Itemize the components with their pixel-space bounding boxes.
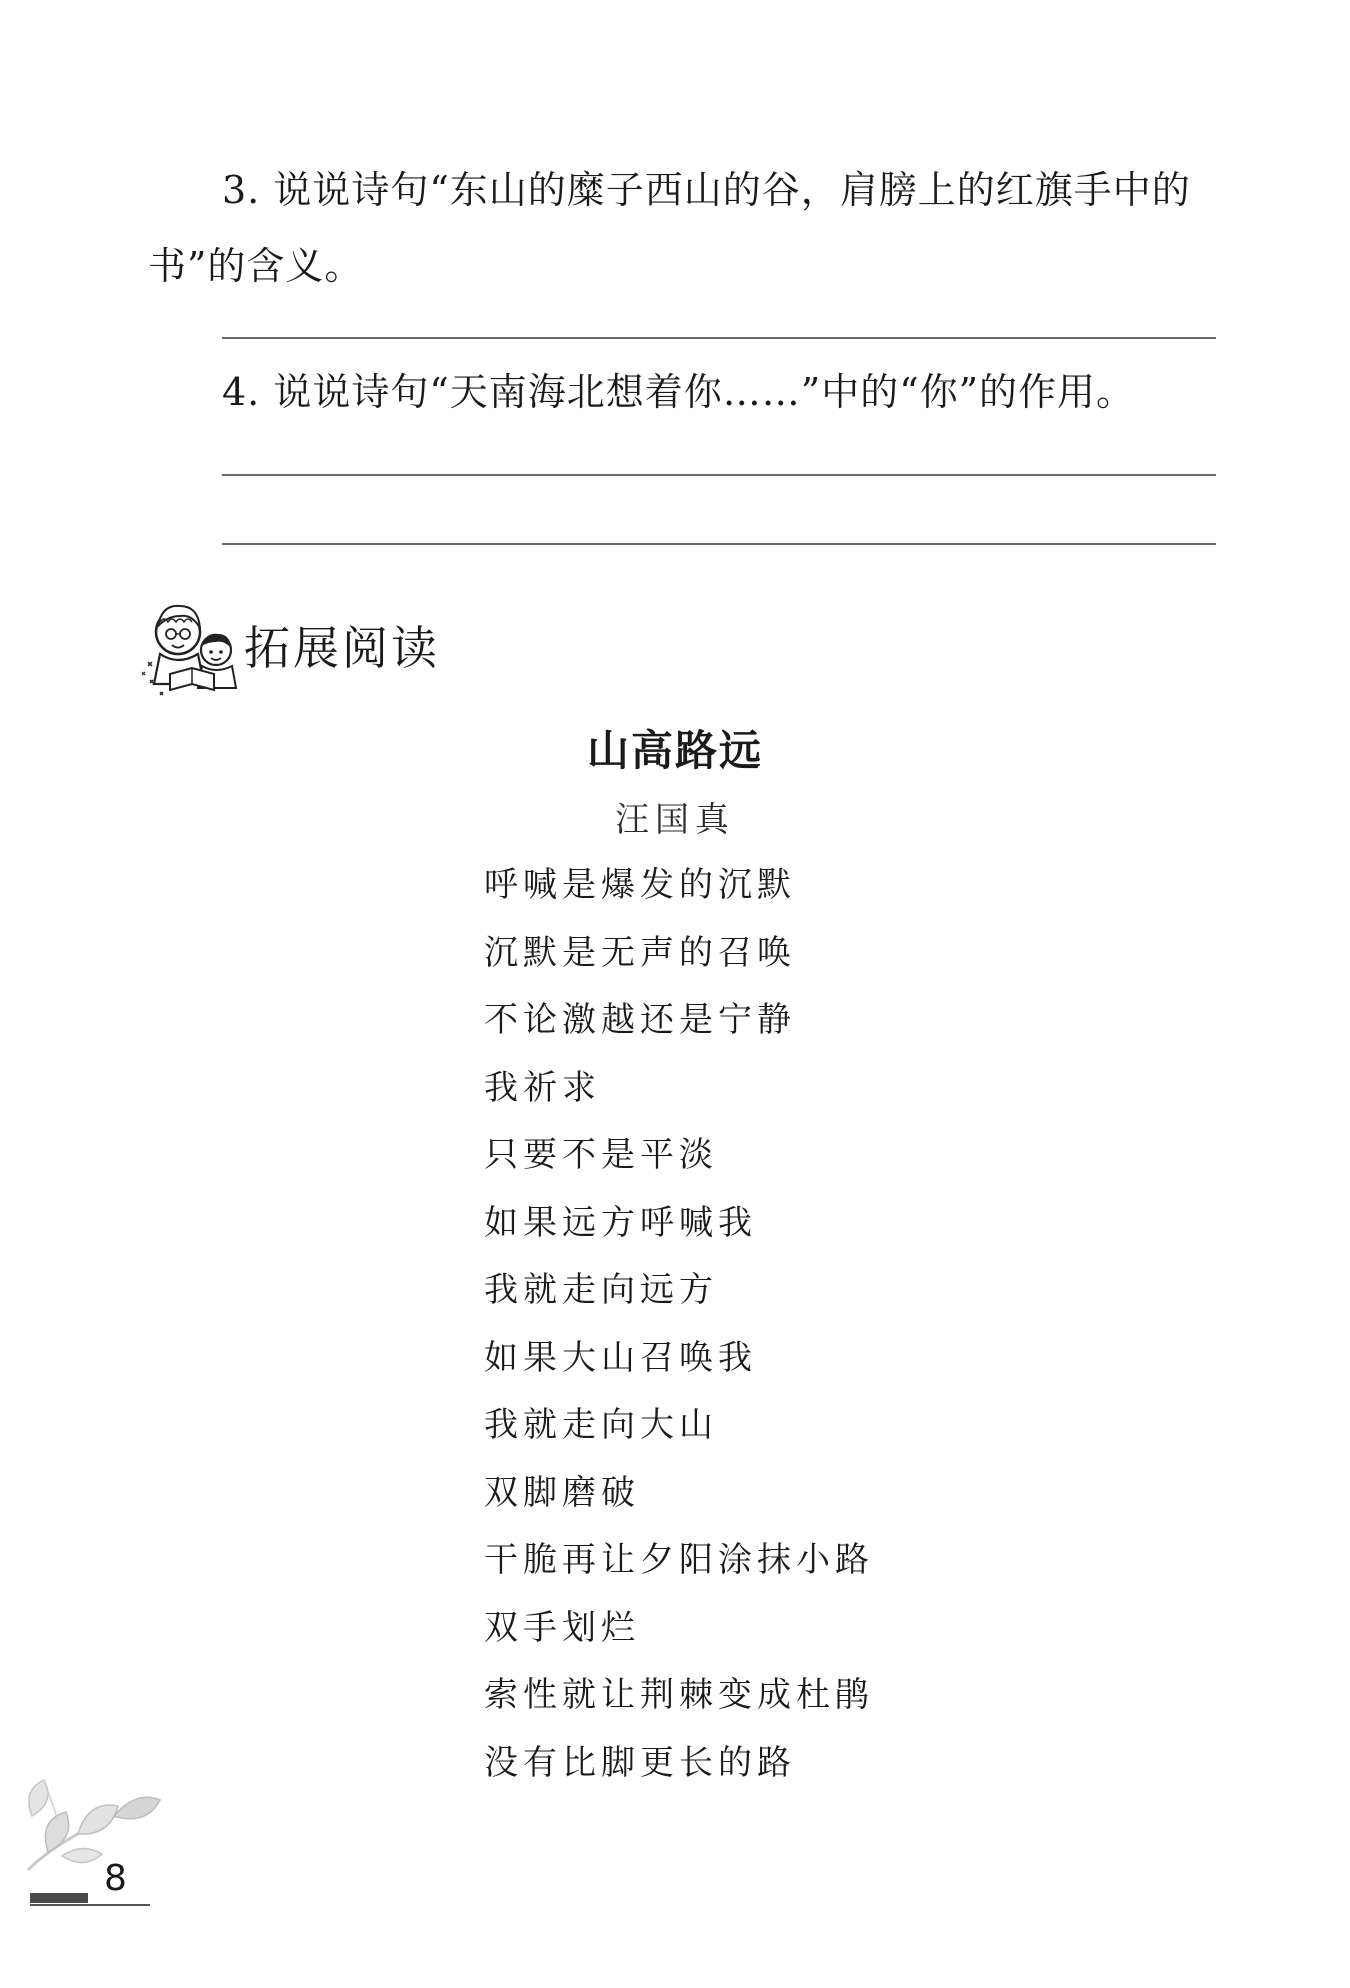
page-number: 8: [104, 1858, 127, 1899]
footer-bar: [30, 1893, 88, 1903]
leaf-branch-icon: [18, 1760, 168, 1880]
poem-line: 我就走向大山: [484, 1405, 718, 1445]
poem-line: 我就走向远方: [484, 1270, 718, 1310]
section-header: [140, 592, 540, 702]
answer-line-q4-2[interactable]: [222, 543, 1216, 545]
reading-mascot-icon: [140, 592, 250, 702]
answer-line-q3[interactable]: [222, 337, 1216, 339]
poem-line: 如果远方呼喊我: [484, 1202, 757, 1243]
poem-title: 山高路远: [586, 726, 763, 775]
question-4: 4. 说说诗句“天南海北想着你……”中的“你”的作用。: [222, 370, 1136, 414]
section-title: 拓展阅读: [244, 621, 440, 675]
poem-line: 干脆再让夕阳涂抹小路: [484, 1540, 874, 1580]
footer-rule: [30, 1904, 150, 1906]
poem-line: 呼喊是爆发的沉默: [484, 865, 796, 905]
question-3: 3. 说说诗句“东山的糜子西山的谷，肩膀上的红旗手中的书”的含义。: [148, 168, 1191, 288]
poem-line: 如果大山召唤我: [484, 1337, 757, 1378]
poem-body: [484, 852, 874, 1797]
answer-line-q4-1[interactable]: [222, 474, 1216, 476]
poem-line: 沉默是无声的召唤: [484, 932, 796, 973]
poem-line: 双脚磨破: [484, 1472, 640, 1513]
poem-line: 只要不是平淡: [484, 1135, 718, 1175]
poem-author: 汪国真: [615, 800, 735, 840]
poem-line: 不论激越还是宁静: [484, 1000, 796, 1040]
poem-line: 我祈求: [484, 1067, 601, 1108]
poem-line: 索性就让荆棘变成杜鹃: [484, 1675, 874, 1715]
poem-line: 双手划烂: [484, 1607, 640, 1648]
poem-line: 没有比脚更长的路: [484, 1742, 796, 1783]
